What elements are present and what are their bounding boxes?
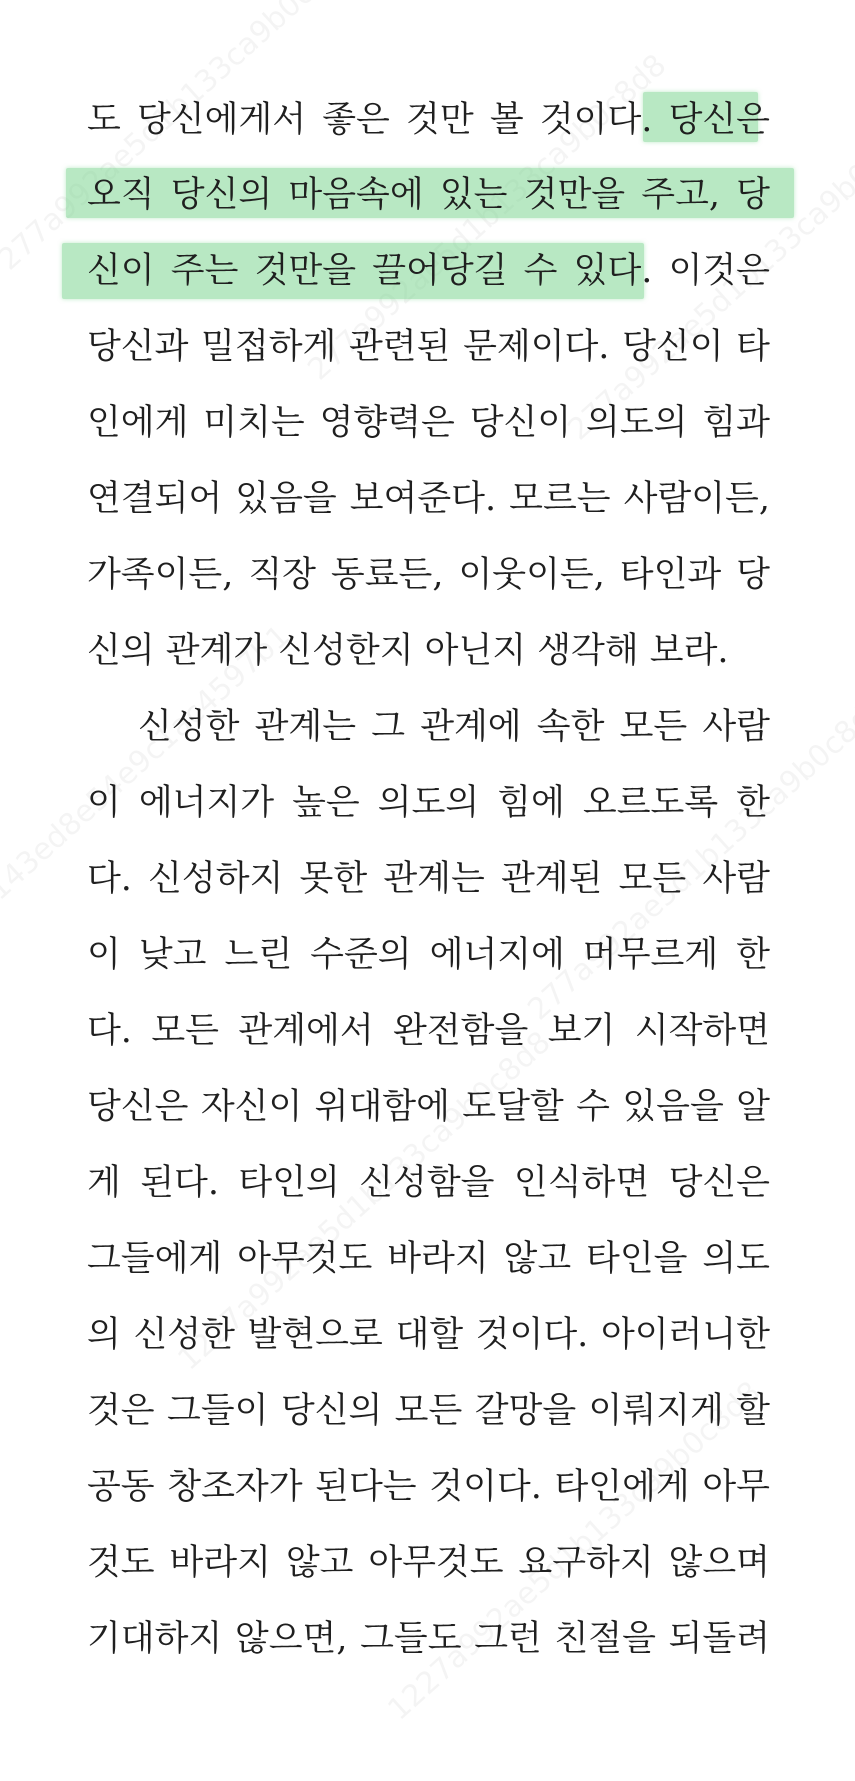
text-line: 것도 바라지 않고 아무것도 요구하지 않으며	[87, 1543, 770, 1583]
text-line: 도 당신에게서 좋은 것만 볼 것이다. 당신은	[87, 100, 770, 140]
text-line: 다. 모든 관계에서 완전함을 보기 시작하면	[87, 1011, 770, 1051]
text-line: 기대하지 않으면, 그들도 그런 친절을 되돌려	[87, 1619, 770, 1659]
text-line: 그들에게 아무것도 바라지 않고 타인을 의도	[87, 1239, 770, 1279]
text-line: 가족이든, 직장 동료든, 이웃이든, 타인과 당	[87, 555, 770, 595]
text-line: 것은 그들이 당신의 모든 갈망을 이뤄지게 할	[87, 1391, 770, 1431]
text-line: 연결되어 있음을 보여준다. 모르는 사람이든,	[87, 479, 770, 519]
text-line: 신성한 관계는 그 관계에 속한 모든 사람	[138, 707, 770, 747]
text-line: 당신과 밀접하게 관련된 문제이다. 당신이 타	[87, 327, 770, 367]
text-line: 신의 관계가 신성한지 아닌지 생각해 보라.	[87, 631, 729, 671]
text-line: 오직 당신의 마음속에 있는 것만을 주고, 당	[87, 175, 770, 215]
text-line: 의 신성한 발현으로 대할 것이다. 아이러니한	[87, 1315, 770, 1355]
text-line: 공동 창조자가 된다는 것이다. 타인에게 아무	[87, 1467, 770, 1507]
text-line: 당신은 자신이 위대함에 도달할 수 있음을 알	[87, 1087, 770, 1127]
text-line: 다. 신성하지 못한 관계는 관계된 모든 사람	[87, 859, 770, 899]
text-line: 게 된다. 타인의 신성함을 인식하면 당신은	[87, 1163, 770, 1203]
text-line: 인에게 미치는 영향력은 당신이 의도의 힘과	[87, 403, 770, 443]
text-line: 이 낮고 느린 수준의 에너지에 머무르게 한	[87, 935, 770, 975]
text-line: 신이 주는 것만을 끌어당길 수 있다. 이것은	[87, 251, 770, 291]
text-line: 이 에너지가 높은 의도의 힘에 오르도록 한	[87, 783, 770, 823]
